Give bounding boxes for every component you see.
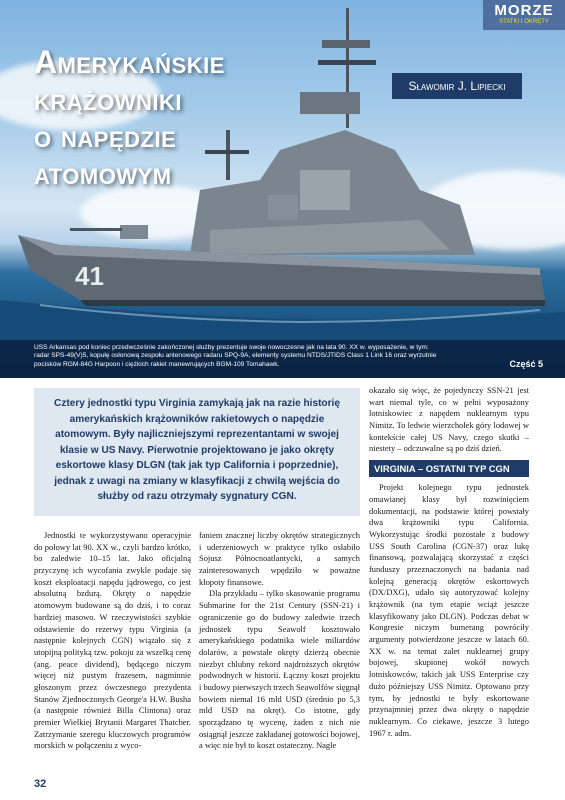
- section-heading: VIRGINIA – OSTATNI TYP CGN: [369, 460, 529, 477]
- body-paragraph: okazało się więc, że pojedynczy SSN-21 jest wart niemal tyle, co w pełni wyposażony lotniskowiec z napędem nuklearnym typu Nimitz. To ledwie wierzchołek góry lodowej w kontekście całej US Navy, czego skutki – niestety – odczuwalne są po dziś dzień.: [369, 385, 529, 454]
- gun-turret: [120, 225, 148, 239]
- body-paragraph: Jednostki te wykorzystywano operacyjnie do połowy lat 90. XX w., czyli bardzo krótko, bo zaledwie 10–15 lat. Jako oficjalną przyczynę ich wycofania zwykle podaje się koszt eksploatacji napędu jądrowego, co jest absolutną bzdurą. Okręty o napędzie atomowym budowane są do dziś, i to coraz bardziej masowo. W rzeczywistości szybkie odstawienie do rezerwy typu Virginia (a następnie kolejnych CGN) wiązało się z utopijną polityką tzw. pokoju za wszelką cenę (ang. peace dividend), będącego niczym więcej niż pustym frazesem, nagminnie głoszonym przez ówczesnego prezydenta Stanów Zjednoczonych George'a H.W. Busha (a następnie również Billa Clintona) oraz premier Wielkiej Brytanii Margaret Thatcher. Zatrzymanie szeregu kluczowych programów morskich w połączeniu z wyco-: [34, 530, 191, 751]
- masthead-title: MORZE: [494, 2, 554, 19]
- title-line: Amerykańskie: [34, 44, 225, 80]
- photo-caption-bar: [0, 340, 565, 378]
- lead-box: [34, 388, 360, 516]
- lead-paragraph: Cztery jednostki typu Virginia zamykają jak na razie historię amerykańskich krążowników rakietowych o napędzie atomowym. Były najliczniejszymi reprezentantami w swojej klasie w US Navy. Pierwotnie projektowano je jako okręty eskortowe klasy DLGN (tak jak typ California i poprzednie), jednak z uwagi na zmiany w klasyfikacji z chwilą wejścia do służby od razu otrzymały sygnatury CGN.: [54, 398, 340, 502]
- waterline: [80, 300, 545, 306]
- hero-photo: [0, 0, 565, 378]
- title-line: krążowniki: [34, 81, 182, 117]
- article-title: [34, 44, 354, 192]
- text-column-2: [199, 530, 360, 752]
- body-paragraph: Dla przykładu – tylko skasowanie programu Submarine for the 21st Century (SSN-21) i ograniczenie go do budowy zaledwie trzech jednostek typu Seawolf kosztowało amerykańskiego podatnika wiele miliardów dolarów, a powstałe okręty dzierżą obecnie niezbyt chlubny rekord najdroższych okrętów podwodnych w historii. Łączny koszt projektu i budowy pierwszych trzech Seawolfów sięgnął bowiem niemal 16 mld USD (średnio po 5,3 mld USD na okręt). Co istotne, gdy sporządzano tę wycenę, żaden z nich nie osiągnął jeszcze zakładanej gotowości bojowej, a więc nie był to koszt ostateczny. Nagle: [199, 588, 360, 751]
- text-column-3: [369, 385, 529, 739]
- launcher-box: [268, 195, 298, 220]
- photo-caption: USS Arkansas pod koniec przedwcześnie zakończonej służby prezentuje swoje nowoczesne jak na lata 90. XX w. wyposażenie, w tym: radar SPS-49(V)5, kopułę osłonową zespołu antenowego radaru SPQ-9A, elementy systemu NTDS/JTIDS Class 1 Link 16 oraz wyrzutnie pocisków RGM-84G Harpoon i ciężkich rakiet manewrujących BGM-109 Tomahawk.: [34, 344, 437, 368]
- body-paragraph: Projekt kolejnego typu jednostek omawianej klasy był rozwinięciem dokumentacji, na podstawie której powstały dwa krążowniki typu California. Wykorzystując środki pozostałe z budowy USS South Carolina (CGN-37) oraz lukę finansową, pozwalającą skorzystać z części funduszy przeznaczonych na badania nad kolejną generacją okrętów eskortowych (DX/DXG), udało się autoryzować kolejny krążownik (na tym etapie wciąż jeszcze klasyfikowany jako DLGN). Podczas debat w Kongresie niczym bumerang powróciły argumenty potwierdzone jeszcze w latach 60. XX w. na temat zalet nuklearnej grupy bojowej, skupionej wokół nowych lotniskowców, takich jak USS Enterprise czy dużo późniejszy USS Nimitz. Optowano przy tym, by jednostki te były eskortowane przynajmniej przez dwa okręty o napędzie nuklearnym. Co ciekawe, jeszcze 3 lutego 1967 r. adm.: [369, 482, 529, 738]
- part-label: Część 5: [509, 359, 543, 369]
- magazine-masthead[interactable]: [483, 0, 565, 30]
- title-line: o napędzie: [34, 118, 177, 154]
- text-column-1: [34, 530, 191, 752]
- hull-number: 41: [75, 261, 104, 291]
- masthead-subtitle: STATKI I OKRĘTY: [499, 19, 549, 25]
- gun-barrel: [70, 228, 122, 231]
- title-line: atomowym: [34, 155, 172, 191]
- body-paragraph: faniem znacznej liczby okrętów strategicznych i uderzeniowych w praktyce tylko osłabiło Sojusz Północnoatlantycki, a samych zainteresowanych wpędziło w poważne kłopoty finansowe.: [199, 530, 360, 587]
- author-byline: Sławomir J. Lipiecki: [392, 73, 522, 99]
- page-number: 32: [34, 778, 47, 790]
